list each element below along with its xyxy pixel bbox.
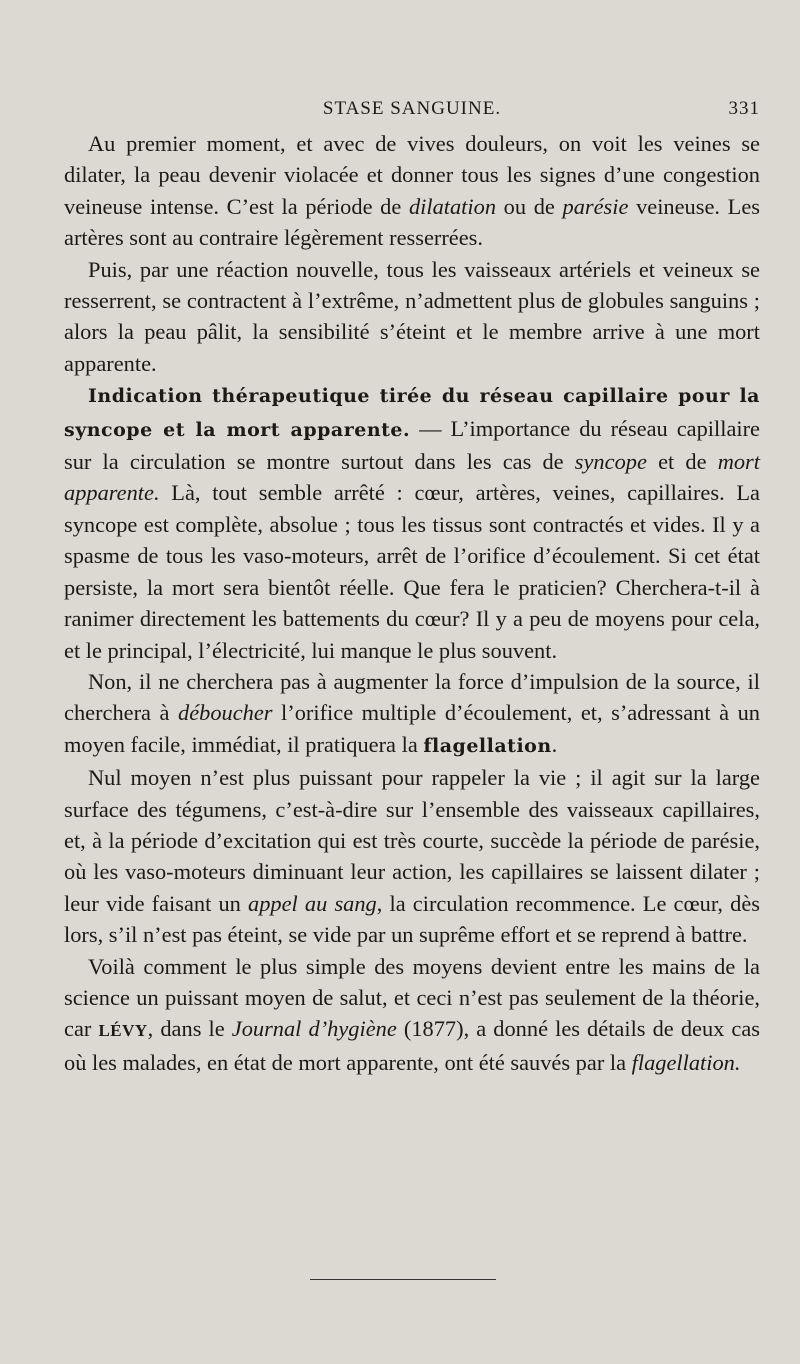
paragraph-5 [64, 762, 760, 950]
text-segment: déboucher [178, 700, 273, 726]
text-segment: l’orifice multiple d’écoulement, et, s’adressant à un moyen facile, immédiat, il pratiquera la [64, 700, 760, 757]
paragraph-1 [64, 128, 760, 254]
text-segment: (1877), a donné les détails de deux cas où les malades, en état de mort apparente, ont été sauvés par la [64, 1016, 761, 1075]
text-segment: appel au sang [248, 890, 377, 916]
paragraph-6 [64, 951, 760, 1079]
text-segment: mort apparente. [64, 449, 760, 506]
text-segment: ou de [496, 193, 563, 219]
running-header [64, 92, 760, 128]
text-segment: Voilà comment le plus simple des moyens devient entre les mains de la science un puissant moyen de salut, et ceci n’est pas seulement de la théorie, car [64, 953, 760, 1042]
text-segment: veineuse. Les artères sont au contraire légèrement resserrées. [64, 193, 760, 251]
text-segment: , la circulation recommence. Le cœur, dès lors, s’il n’est pas éteint, se vide par un suprême effort et se reprend à battre. [64, 890, 760, 948]
text-segment: Journal d’hygiène [231, 1016, 397, 1042]
paragraph-4 [64, 666, 760, 762]
text-segment: Puis, par une réaction nouvelle, tous les vaisseaux artériels et veineux se resserrent, se contractent à l’extrême, n’admettent plus de globules sanguins ; alors la peau pâlit, la sensibilité s’éteint et le membre arrive à une mort apparente. [64, 256, 760, 376]
page-number: 331 [728, 98, 760, 119]
paragraph-2 [64, 254, 760, 380]
paragraph-3-indication [64, 379, 760, 666]
body-text [64, 128, 760, 1078]
text-segment: LÉVY [98, 1021, 148, 1041]
text-segment: Non, il ne cherchera pas à augmenter la force d’impulsion de la source, il cherchera à [64, 668, 760, 726]
text-segment: flagellation. [631, 1049, 741, 1075]
text-segment: flagellation [423, 734, 552, 757]
text-segment: . [551, 731, 558, 757]
text-segment: et de [646, 449, 718, 475]
text-segment: Là, tout semble arrêté : cœur, artères, veines, capillaires. La syncope est complète, absolue ; tous les tissus sont contractés et vides. Il y a spasme de tous les vaso-moteurs, arrêt de l’orifice d’écoulement. Si cet état persiste, la mort sera bientôt réelle. Que fera le praticien? Cherchera-t-il à ranimer directement les battements du cœur? Il y a peu de moyens pour cela, et le principal, l’électricité, lui manque le plus souvent. [64, 480, 760, 663]
text-segment: Au premier moment, et avec de vives douleurs, on voit les veines se dilater, la peau devenir violacée et donner tous les signes d’une congestion veineuse intense. C’est la période de [64, 131, 760, 219]
text-segment: , dans le [147, 1016, 232, 1042]
text-segment: Nul moyen n’est plus puissant pour rappeler la vie ; il agit sur la large surface des tégumens, c’est-à-dire sur l’ensemble des vaisseaux capillaires, et, à la période d’excitation qui est très courte, succède la période de parésie, où les vaso-moteurs diminuant leur action, les capillaires se laissent dilater ; leur vide faisant un [64, 765, 760, 916]
text-segment: dilatation [408, 193, 497, 219]
text-segment: syncope [574, 449, 647, 475]
running-title: STASE SANGUINE. [322, 98, 502, 119]
text-segment: Indication thérapeutique tirée du réseau capillaire pour la syncope et la mort apparente. [64, 385, 760, 441]
text-segment: parésie [562, 193, 629, 219]
footnote-rule [310, 1279, 496, 1280]
text-segment: — L’importance du réseau capillaire sur la circulation se montre surtout dans les cas de [64, 415, 760, 475]
